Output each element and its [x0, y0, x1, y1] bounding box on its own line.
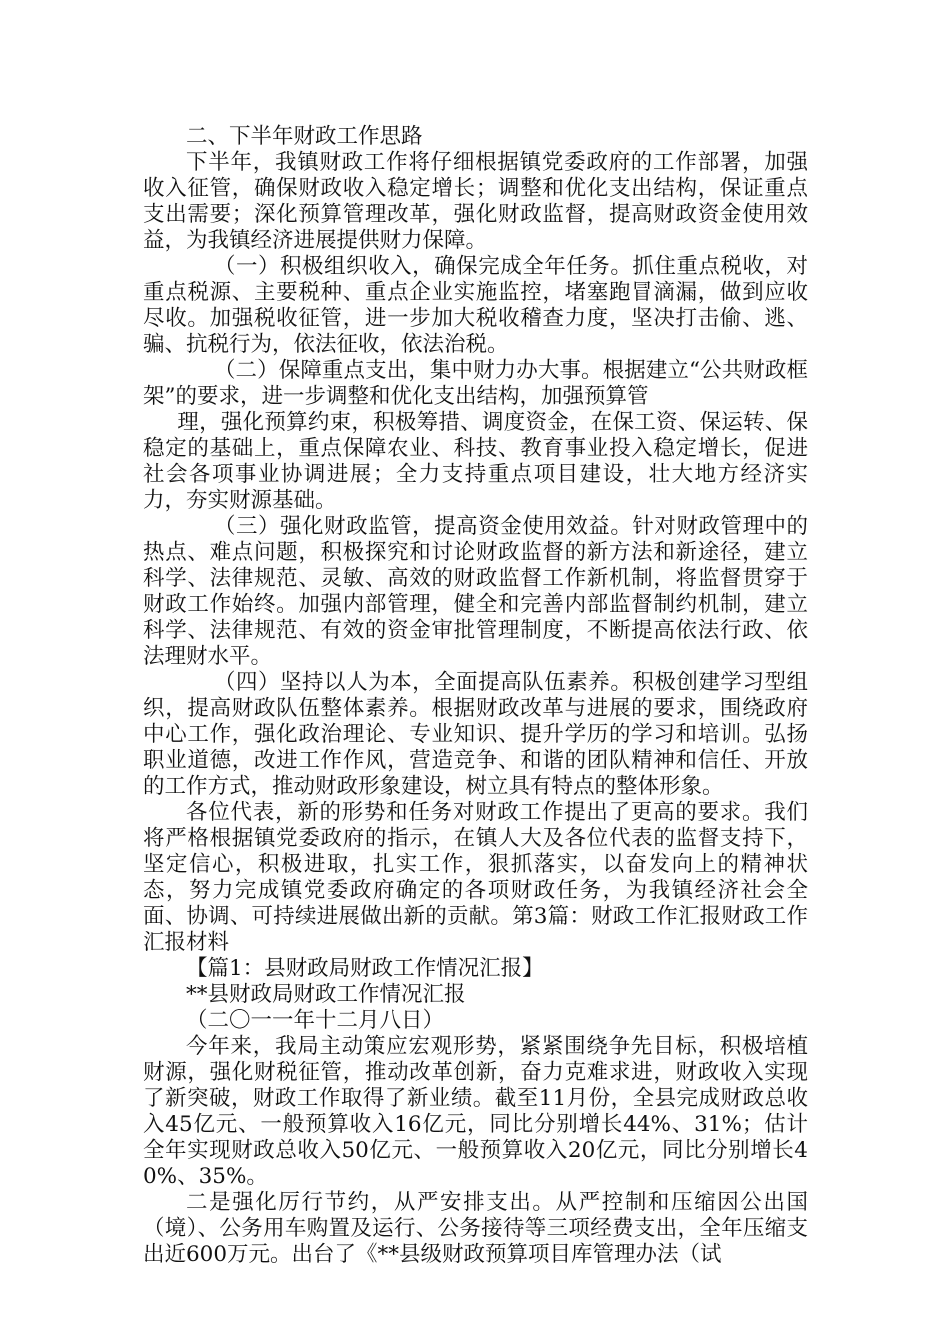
paragraph: （三）强化财政监管，提高资金使用效益。针对财政管理中的热点、难点问题，积极探究和讨论财政监督的新方法和新途径，建立科学、法律规范、灵敏、高效的财政监督工作新机制，将监督贯穿于财政工作始终。加强内部管理，健全和完善内部监督制约机制，建立科学、法律规范、有效的资金审批管理制度，不断提高依法行政、依法理财水平。 [143, 514, 808, 669]
paragraph: 下半年，我镇财政工作将仔细根据镇党委政府的工作部署，加强收入征管，确保财政收入稳定增长；调整和优化支出结构，保证重点支出需要；深化预算管理改革，强化财政监督，提高财政资金使用效益，为我镇经济进展提供财力保障。 [143, 150, 808, 253]
paragraph: （四）坚持以人为本，全面提高队伍素养。积极创建学习型组织，提高财政队伍整体素养。根据财政改革与进展的要求，围绕政府中心工作，强化政治理论、专业知识、提升学历的学习和培训。弘扬职业道德，改进工作作风，营造竞争、和谐的团队精神和信任、开放的工作方式，推动财政形象建设，树立具有特点的整体形象。 [143, 670, 808, 799]
report-date: （二〇一一年十二月八日） [186, 1008, 445, 1033]
document-body [143, 124, 808, 1268]
report-title: **县财政局财政工作情况汇报 [186, 982, 466, 1007]
paragraph: 各位代表，新的形势和任务对财政工作提出了更高的要求。我们将严格根据镇党委政府的指示，在镇人大及各位代表的监督支持下，坚定信心，积极进取，扎实工作，狠抓落实，以奋发向上的精神状态，努力完成镇党委政府确定的各项财政任务，为我镇经济社会全面、协调、可持续进展做出新的贡献。第3篇：财政工作汇报财政工作汇报材料 [143, 800, 808, 955]
article-title: 【篇1：县财政局财政工作情况汇报】 [186, 956, 544, 981]
section-heading: 二、下半年财政工作思路 [186, 124, 423, 149]
paragraph: 二是强化厉行节约，从严安排支出。从严控制和压缩因公出国（境）、公务用车购置及运行、公务接待等三项经费支出，全年压缩支出近600万元。出台了《**县级财政预算项目库管理办法（试 [143, 1190, 808, 1267]
paragraph: 今年来，我局主动策应宏观形势，紧紧围绕争先目标，积极培植财源，强化财税征管，推动改革创新，奋力克难求进，财政收入实现了新突破，财政工作取得了新业绩。截至11月份，全县完成财政总收入45亿元、一般预算收入16亿元，同比分别增长44%、31%；估计全年实现财政总收入50亿元、一般预算收入20亿元，同比分别增长40%、35%。 [143, 1034, 808, 1189]
paragraph: 理，强化预算约束，积极筹措、调度资金，在保工资、保运转、保稳定的基础上，重点保障农业、科技、教育事业投入稳定增长，促进社会各项事业协调进展；全力支持重点项目建设，壮大地方经济实力，夯实财源基础。 [143, 410, 808, 513]
paragraph: （二）保障重点支出，集中财力办大事。根据建立“公共财政框架”的要求，进一步调整和优化支出结构，加强预算管 [143, 358, 808, 409]
paragraph: （一）积极组织收入，确保完成全年任务。抓住重点税收，对重点税源、主要税种、重点企业实施监控，堵塞跑冒滴漏，做到应收尽收。加强税收征管，进一步加大税收稽查力度，坚决打击偷、逃、骗、抗税行为，依法征收，依法治税。 [143, 254, 808, 357]
